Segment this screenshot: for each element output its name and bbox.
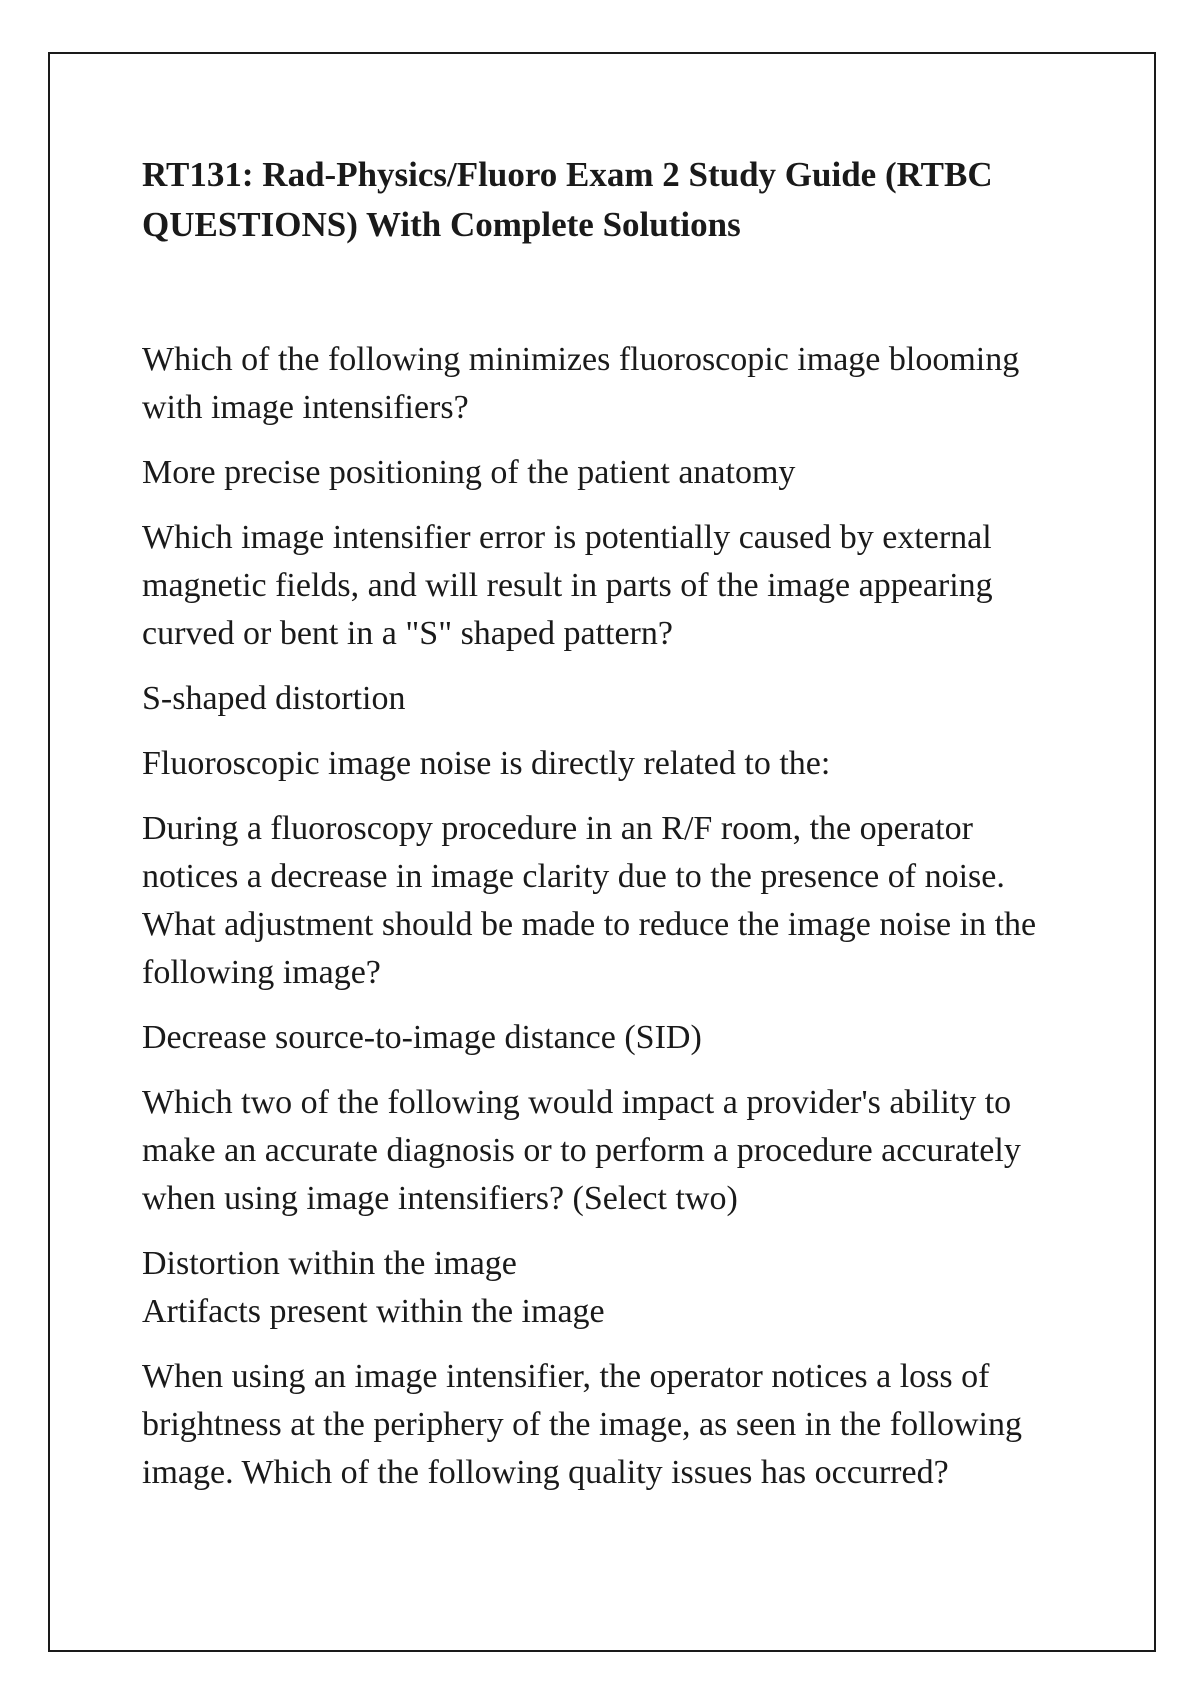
question-text: Which image intensifier error is potentially caused by external magnetic fields, and will result in parts of the image appearing curved or bent in a "S" shaped pattern? — [142, 519, 993, 652]
question-text: Which of the following minimizes fluoroscopic image blooming with image intensifiers? — [142, 341, 1020, 426]
answer-text: More precise positioning of the patient anatomy — [142, 454, 796, 491]
question-text: During a fluoroscopy procedure in an R/F room, the operator notices a decrease in image clarity due to the presence of noise. What adjustment should be made to reduce the image noise in the following image? — [142, 810, 1037, 991]
question-text: When using an image intensifier, the operator notices a loss of brightness at the periphery of the image, as seen in the following image. Which of the following quality issues has occurred? — [142, 1358, 1022, 1491]
answer-line: Artifacts present within the image — [142, 1293, 605, 1330]
answer-text: Decrease source-to-image distance (SID) — [142, 1019, 702, 1056]
question-text: Fluoroscopic image noise is directly related to the: — [142, 745, 831, 782]
answer-line: Distortion within the image — [142, 1245, 517, 1282]
answer-text: S-shaped distortion — [142, 680, 406, 717]
answer-text — [142, 1240, 1072, 1336]
document-title: RT131: Rad-Physics/Fluoro Exam 2 Study Guide (RTBC QUESTIONS) With Complete Solutions — [142, 155, 993, 244]
question-text: Which two of the following would impact a provider's ability to make an accurate diagnosis or to perform a procedure accurately when using image intensifiers? (Select two) — [142, 1084, 1021, 1217]
question-answer-list — [142, 336, 1072, 1497]
document-content — [142, 150, 1072, 1514]
